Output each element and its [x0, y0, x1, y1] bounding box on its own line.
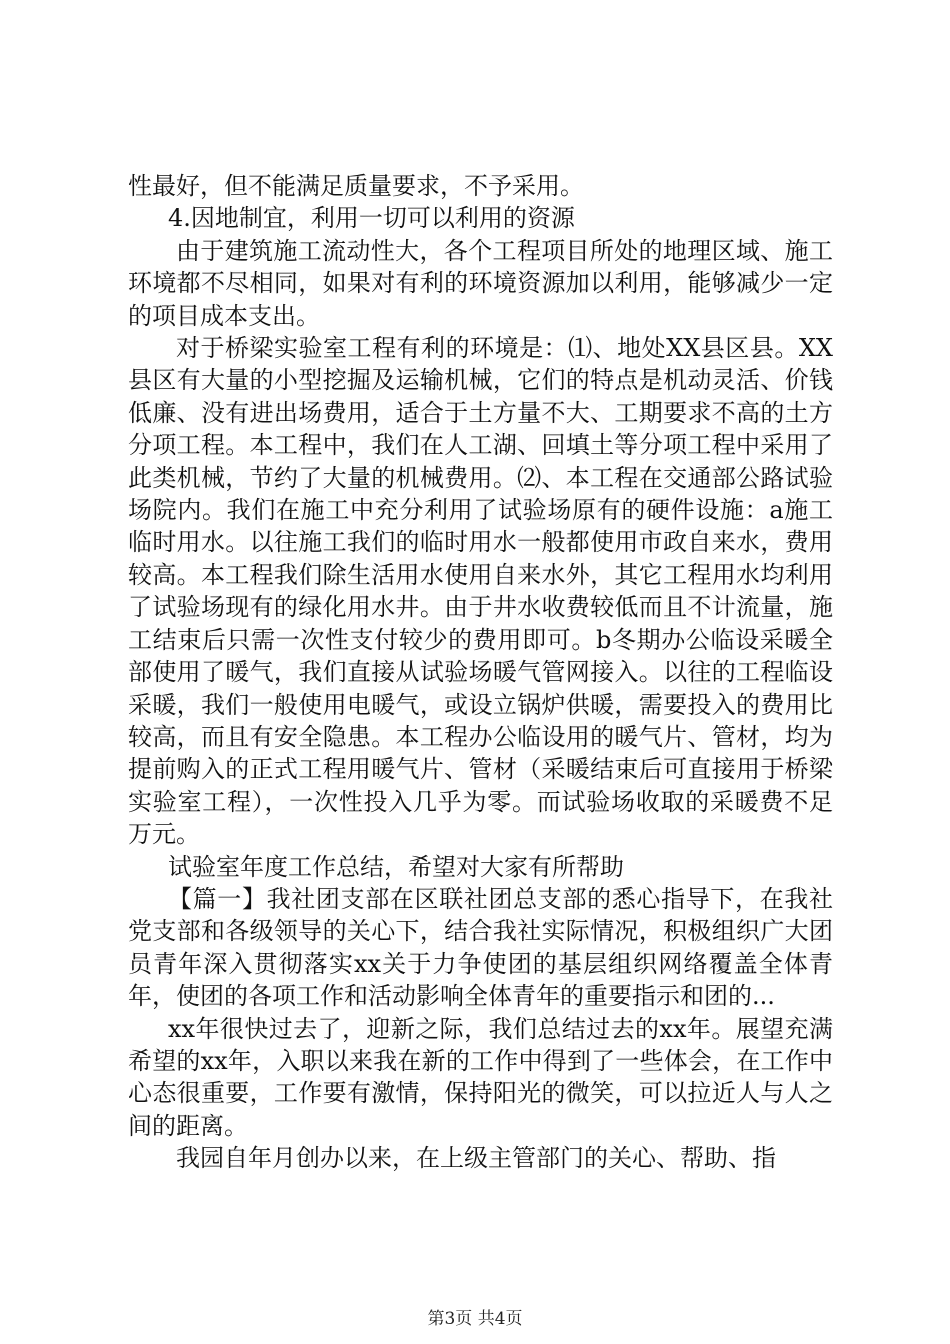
paragraph: 对于桥梁实验室工程有利的环境是：⑴、地处XX县区县。XX县区有大量的小型挖掘及运输机械，它们的特点是机动灵活、价钱低廉、没有进出场费用，适合于土方量不大、工期要求不高的土方分项工程。本工程中，我们在人工湖、回填土等分项工程中采用了此类机械，节约了大量的机械费用。⑵、本工程在交通部公路试验场院内。我们在施工中充分利用了试验场原有的硬件设施：a施工临时用水。以往施工我们的临时用水一般都使用市政自来水，费用较高。本工程我们除生活用水使用自来水外，其它工程用水均利用了试验场现有的绿化用水井。由于井水收费较低而且不计流量，施工结束后只需一次性支付较少的费用即可。b冬期办公临设采暖全部使用了暖气，我们直接从试验场暖气管网接入。以往的工程临设采暖，我们一般使用电暖气，或设立锅炉供暖，需要投入的费用比较高，而且有安全隐患。本工程办公临设用的暖气片、管材，均为提前购入的正式工程用暖气片、管材（采暖结束后可直接用于桥梁实验室工程），一次性投入几乎为零。而试验场收取的采暖费不足万元。 — [128, 334, 833, 849]
paragraph-continuation: 性最好，但不能满足质量要求，不予采用。 — [128, 172, 584, 200]
document-body — [128, 170, 833, 1175]
page-footer: 第3页 共4页 — [427, 1309, 523, 1329]
section-heading: 4.因地制宜，利用一切可以利用的资源 — [168, 204, 575, 233]
paragraph: 【篇一】我社团支部在区联社团总支部的悉心指导下，在我社党支部和各级领导的关心下，结合我社实际情况，积极组织广大团员青年深入贯彻落实xx关于力争使团的基层组织网络覆盖全体青年，使团的各项工作和活动影响全体青年的重要指示和团的... — [128, 884, 833, 1011]
paragraph: xx年很快过去了，迎新之际，我们总结过去的xx年。展望充满希望的xx年，入职以来我在新的工作中得到了一些体会，在工作中心态很重要，工作要有激情，保持阳光的微笑，可以拉近人与人之间的距离。 — [128, 1014, 833, 1140]
paragraph: 我园自年月创办以来，在上级主管部门的关心、帮助、指 — [176, 1144, 776, 1173]
paragraph: 由于建筑施工流动性大，各个工程项目所处的地理区域、施工环境都不尽相同，如果对有利的环境资源加以利用，能够减少一定的项目成本支出。 — [128, 236, 833, 330]
article-title: 试验室年度工作总结，希望对大家有所帮助 — [168, 852, 624, 881]
